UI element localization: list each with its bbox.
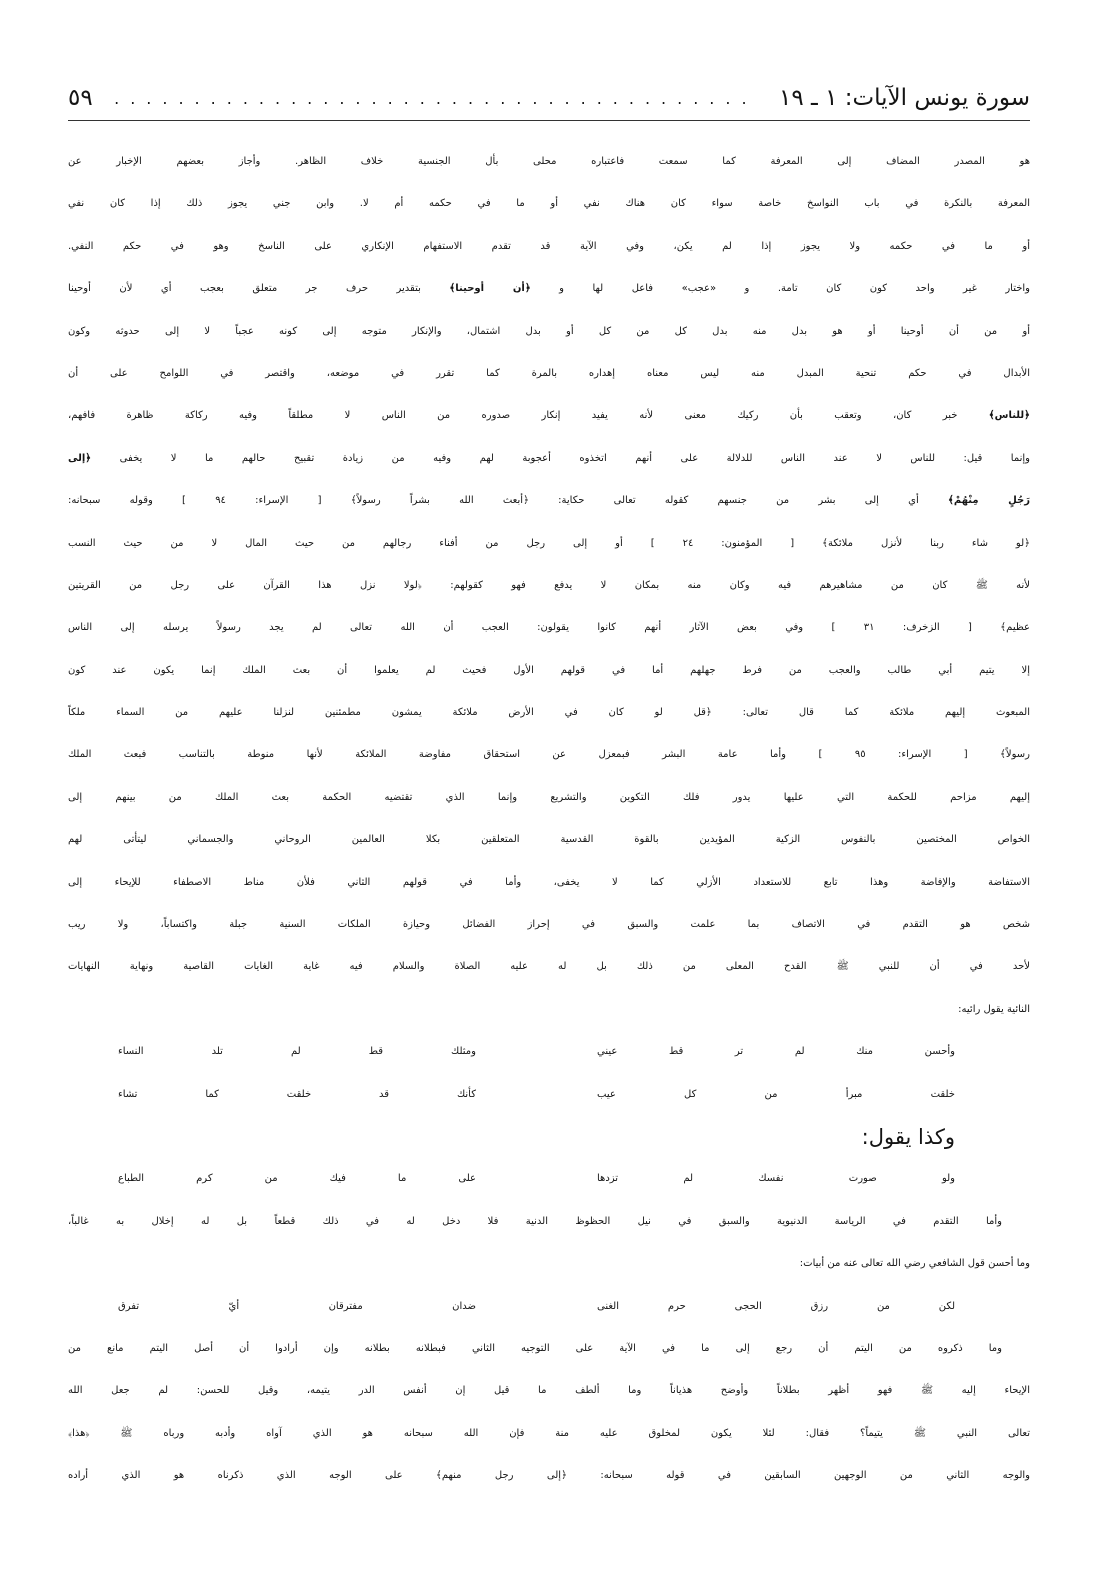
text-line: ﴿لو شاء ربنا لأنزل ملائكة﴾ [ المؤمنون: ٢٤ ] أو إلى رجل من أفناء رجالهم من حيث المال لا من حيث النسب [68, 537, 1030, 549]
text-line: النائية يقول رائيه: [958, 1003, 1030, 1015]
text-line [68, 268, 1030, 310]
hemistich-left: كأنك قد خلقت كما تشاء [118, 1088, 476, 1100]
text-line: المبعوث إليهم ملائكة كما قال تعالى: ﴿قل لو كان في الأرض ملائكة يمشون مطمئنين لنزلنا عليهم من السماء ملكاً [68, 707, 1030, 719]
quran-citation: ﴿للناس﴾ [988, 410, 1030, 422]
text-line: هو المصدر المضاف إلى المعرفة كما سمعت فاعتباره محلى بأل الجنسية خلاف الظاهر. وأجاز بعضهم الإخبار عن [68, 156, 1030, 167]
hemistich-left: على ما فيك من كرم الطباع [118, 1173, 476, 1185]
text-line: أو من أن أوحينا أو هو بدل منه بدل كل من كل أو بدل اشتمال، والإنكار متوجه إلى كونه عجباً لا إلى حدوثه وكون [68, 325, 1030, 337]
poem-verse [68, 1074, 1030, 1116]
hemistich-right: وأحسن منك لم تر قط عيني [597, 1046, 955, 1058]
text-line: الأبدال في حكم تنحية المبدل منه ليس معناه إهداره بالمرة كما تقرر في موضعه، واقتصر في اللوامح على أن [68, 367, 1030, 379]
text-segment: وإنما قيل: للناس لا عند الناس للدلالة على أنهم اتخذوه أعجوبة لهم وفيه من زيادة تقبيح حالهم ما لا يخفى [91, 452, 1030, 464]
text-line: وما ذكروه من اليتم أن رجع إلى ما في الآية على التوجيه الثاني فبطلانه بطلانه وإن أرادوا أن أصل اليتم مانع من [68, 1342, 1002, 1354]
leader-dots: ........................................ [114, 88, 758, 108]
text-line: وكذا يقول: [861, 1124, 955, 1149]
text-line: إلا يتيم أبي طالب والعجب من فرط جهلهم أما في قولهم الأول فحيث لم يعلموا أن بعث الملك إنما يكون عند كون [68, 664, 1030, 676]
page-header [68, 80, 1030, 116]
text-segment: خبر كان، وتعقب بأن ركيك معنى لأنه يفيد إنكار صدوره من الناس لا مطلقاً وفيه ركاكة ظاهرة فافهم، [68, 410, 989, 422]
text-line: عظيم﴾ [ الزخرف: ٣١ ] وفي بعض الآثار أنهم كانوا يقولون: العجب أن الله تعالى لم يجد رسولاً يرسله إلى الناس [68, 622, 1031, 634]
header-rule [68, 120, 1030, 121]
text-line [68, 438, 1030, 480]
text-line: الإيحاء إليه ﷺ فهو أظهر بطلاناً وأوضح هذياناً وما ألطف ما قيل إن أنفس الدر يتيمه، وقيل للحسن: لم جعل الله [68, 1385, 1030, 1397]
text-line [68, 480, 1030, 522]
text-line [68, 395, 1030, 437]
text-line: تعالى النبي ﷺ يتيماً؟ فقال: لئلا يكون لمخلوق عليه منة فإن الله سبحانه هو الذي آواه وأدبه ورباه ﷺ ﴿هذا﴾ [68, 1427, 1030, 1439]
page-number: ٥٩ [68, 85, 93, 111]
hemistich-right: خلقت مبرأ من كل عيب [597, 1088, 955, 1100]
quran-citation: رَجُلٍ مِنْهُمْ﴾ [948, 495, 1030, 507]
hemistich-left: ومثلك قط لم تلد النساء [118, 1046, 476, 1058]
chapter-title: سورة يونس الآيات: ١ ـ ١٩ [778, 85, 1030, 111]
text-line: والوجه الثاني من الوجهين السابقين في قوله سبحانه: ﴿إلى رجل منهم﴾ على الوجه الذي ذكرناه هو الذي أراده [68, 1470, 1030, 1482]
hemistich-left: ضدان مفترقان أيّ تفرق [118, 1300, 476, 1312]
text-line: رسولاً﴾ [ الإسراء: ٩٥ ] وأما عامة البشر فبمعزل عن استحقاق مفاوضة الملائكة لأنها منوطة بالتناسب فبعث الملك [68, 749, 1030, 761]
poem-verse [68, 1031, 1030, 1073]
text-line: لأحد في أن للنبي ﷺ القدح المعلى من ذلك بل له عليه الصلاة والسلام فيه غاية الغايات القاصية ونهاية النهايات [68, 961, 1030, 973]
hemistich-right: ولو صورت نفسك لم تزدها [597, 1173, 955, 1185]
text-line: الخواص المختصين بالنفوس الزكية المؤيدين بالقوة القدسية المتعلقين بكلا العالمين الروحاني والجسماني ليتأتى لهم [68, 834, 1030, 846]
text-line: وما أحسن قول الشافعي رضي الله تعالى عنه من أبيات: [799, 1258, 1030, 1270]
poem-verse [68, 1158, 1030, 1200]
quran-citation: ﴿إلى [68, 452, 92, 464]
hemistich-right: لكن من رزق الحجى حرم الغنى [597, 1300, 955, 1312]
text-line: الاستفاضة والإفاضة وهذا تابع للاستعداد الأزلي كما لا يخفى، وأما في قولهم الثاني فلأن مناط الاصطفاء للإيحاء إلى [68, 876, 1030, 888]
poem-verse [68, 1286, 1030, 1328]
body-text [68, 141, 1030, 1498]
text-line: لأنه ﷺ كان من مشاهيرهم فيه وكان منه بمكان لا يدفع فهو كقولهم: ﴿لولا نزل هذا القرآن على رجل من القريتين [68, 579, 1030, 591]
text-line: وأما التقدم في الرياسة الدنيوية والسبق في نيل الحظوظ الدنية فلا دخل له في ذلك قطعاً بل له إخلال به غالباً، [68, 1215, 1002, 1227]
text-segment: واختار غير واحد كون كان تامة. و «عجب» فاعل لها و [530, 283, 1031, 295]
text-segment: بتقدير حرف جر متعلق بعجب أي لأن أوحينا [68, 283, 450, 295]
text-line: إليهم مزاحم للحكمة التي عليها يدور فلك التكوين والتشريع وإنما الذي تقتضيه الحكمة بعث الملك من بينهم إلى [68, 791, 1030, 803]
text-segment: أي إلى بشر من جنسهم كقوله تعالى حكاية: ﴿أبعث الله بشراً رسولاً﴾ [ الإسراء: ٩٤ ] وقوله سبحانه: [68, 495, 948, 507]
text-line: أو ما في حكمه ولا يجوز إذا لم يكن، وفي الآية قد تقدم الاستفهام الإنكاري على الناسخ وهو في حكم النفي. [68, 240, 1030, 252]
text-line: المعرفة بالنكرة في باب النواسخ خاصة سواء كان هناك نفي أو ما في حكمه أم لا. وابن جني يجوز ذلك إذا كان نفي [68, 198, 1030, 210]
text-line: شخص هو التقدم في الاتصاف بما علمت والسبق في إحراز الفضائل وحيازة الملكات السنية جبلة واكتساباً، ولا ريب [68, 919, 1030, 931]
quran-citation: ﴿أن أوحينا﴾ [449, 283, 531, 295]
